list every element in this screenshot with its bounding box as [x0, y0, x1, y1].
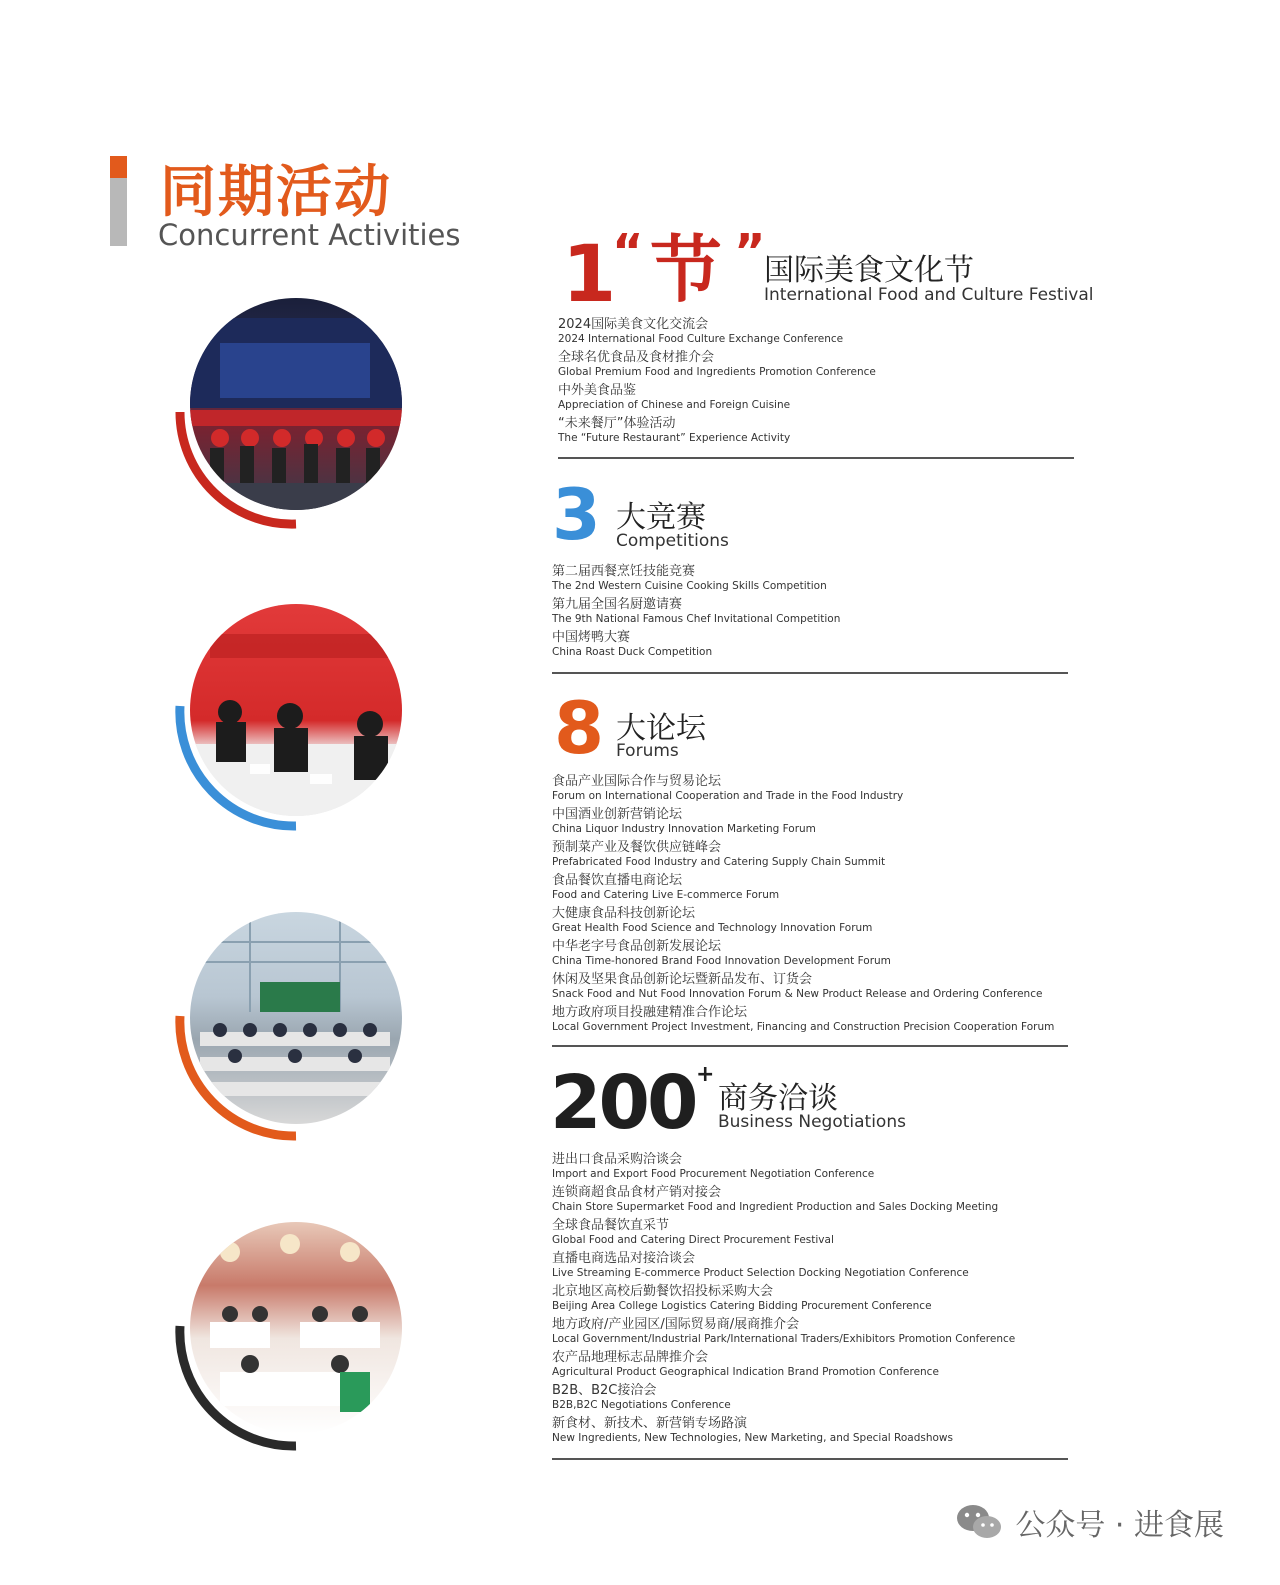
wechat-icon: [955, 1502, 1003, 1542]
festival-number: 1: [562, 230, 617, 320]
photo-forum-hall: [190, 912, 402, 1124]
list-item: 进出口食品采购洽谈会 Import and Export Food Procurement Negotiation Conference: [552, 1152, 875, 1180]
footer-text: 公众号 · 进食展: [1015, 1508, 1224, 1543]
list-item: 地方政府项目投融建精准合作论坛 Local Government Project Investment, Financing and Construction Precision Cooperation Forum: [552, 1005, 1055, 1033]
competitions-title-zh: 大竞赛: [616, 500, 706, 535]
photo-festival-stage: [190, 298, 402, 510]
section-divider: [558, 457, 1074, 459]
list-item: 中国酒业创新营销论坛 China Liquor Industry Innovation Marketing Forum: [552, 807, 816, 835]
business-title-zh: 商务洽谈: [718, 1081, 838, 1116]
list-item: 第九届全国名厨邀请赛 The 9th National Famous Chef Invitational Competition: [552, 597, 841, 625]
list-item: “未来餐厅”体验活动 The “Future Restaurant” Experience Activity: [558, 416, 791, 444]
list-item: 地方政府/产业园区/国际贸易商/展商推介会 Local Government/Industrial Park/International Traders/Exhibitors Promotion Conference: [552, 1317, 1016, 1345]
festival-quote-open: “: [612, 224, 644, 280]
list-item: 2024国际美食文化交流会 2024 International Food Culture Exchange Conference: [558, 317, 844, 345]
business-title-en: Business Negotiations: [718, 1112, 906, 1132]
festival-title-zh: 国际美食文化节: [764, 253, 974, 288]
list-item: 第二届西餐烹饪技能竞赛 The 2nd Western Cuisine Cooking Skills Competition: [552, 564, 827, 592]
page-title-zh: 同期活动: [160, 160, 392, 225]
forums-number: 8: [554, 686, 605, 770]
list-item: 中外美食品鉴 Appreciation of Chinese and Foreign Cuisine: [558, 383, 791, 411]
page-title-en: Concurrent Activities: [158, 218, 461, 252]
list-item: 食品产业国际合作与贸易论坛 Forum on International Cooperation and Trade in the Food Industry: [552, 774, 904, 802]
business-plus: +: [696, 1062, 715, 1087]
list-item: 预制菜产业及餐饮供应链峰会 Prefabricated Food Industry and Catering Supply Chain Summit: [552, 840, 886, 868]
festival-title-en: International Food and Culture Festival: [764, 285, 1094, 305]
header-accent-orange: [110, 156, 127, 178]
header-accent-gray: [110, 178, 127, 246]
list-item: 新食材、新技术、新营销专场路演 New Ingredients, New Technologies, New Marketing, and Special Roadshows: [552, 1416, 953, 1444]
list-item: 大健康食品科技创新论坛 Great Health Food Science and Technology Innovation Forum: [552, 906, 873, 934]
list-item: 中华老字号食品创新发展论坛 China Time-honored Brand Food Innovation Development Forum: [552, 939, 891, 967]
list-item: 农产品地理标志品牌推介会 Agricultural Product Geographical Indication Brand Promotion Conference: [552, 1350, 939, 1378]
list-item: 全球名优食品及食材推介会 Global Premium Food and Ingredients Promotion Conference: [558, 350, 876, 378]
festival-quote-close: ”: [734, 224, 766, 280]
forums-title-en: Forums: [616, 741, 679, 761]
footer-watermark: [955, 1500, 1224, 1544]
list-item: 全球食品餐饮直采节 Global Food and Catering Direct Procurement Festival: [552, 1218, 834, 1246]
photo-business-meeting: [190, 1222, 402, 1434]
list-item: B2B、B2C接洽会 B2B,B2C Negotiations Conference: [552, 1383, 731, 1411]
section-divider: [552, 672, 1068, 674]
list-item: 休闲及坚果食品创新论坛暨新品发布、订货会 Snack Food and Nut Food Innovation Forum & New Product Release and Ordering Conference: [552, 972, 1043, 1000]
photo-competition: [190, 604, 402, 816]
list-item: 中国烤鸭大赛 China Roast Duck Competition: [552, 630, 713, 658]
list-item: 直播电商选品对接洽谈会 Live Streaming E-commerce Product Selection Docking Negotiation Conference: [552, 1251, 969, 1279]
section-divider: [552, 1045, 1068, 1047]
list-item: 连锁商超食品食材产销对接会 Chain Store Supermarket Food and Ingredient Production and Sales Docking Meeting: [552, 1185, 999, 1213]
competitions-number: 3: [552, 474, 601, 556]
forums-title-zh: 大论坛: [616, 711, 706, 746]
section-divider: [552, 1458, 1068, 1460]
list-item: 北京地区高校后勤餐饮招投标采购大会 Beijing Area College Logistics Catering Bidding Procurement Conference: [552, 1284, 932, 1312]
business-number: 200: [550, 1060, 696, 1146]
competitions-title-en: Competitions: [616, 531, 729, 551]
festival-char: 节: [650, 228, 723, 312]
list-item: 食品餐饮直播电商论坛 Food and Catering Live E-commerce Forum: [552, 873, 780, 901]
